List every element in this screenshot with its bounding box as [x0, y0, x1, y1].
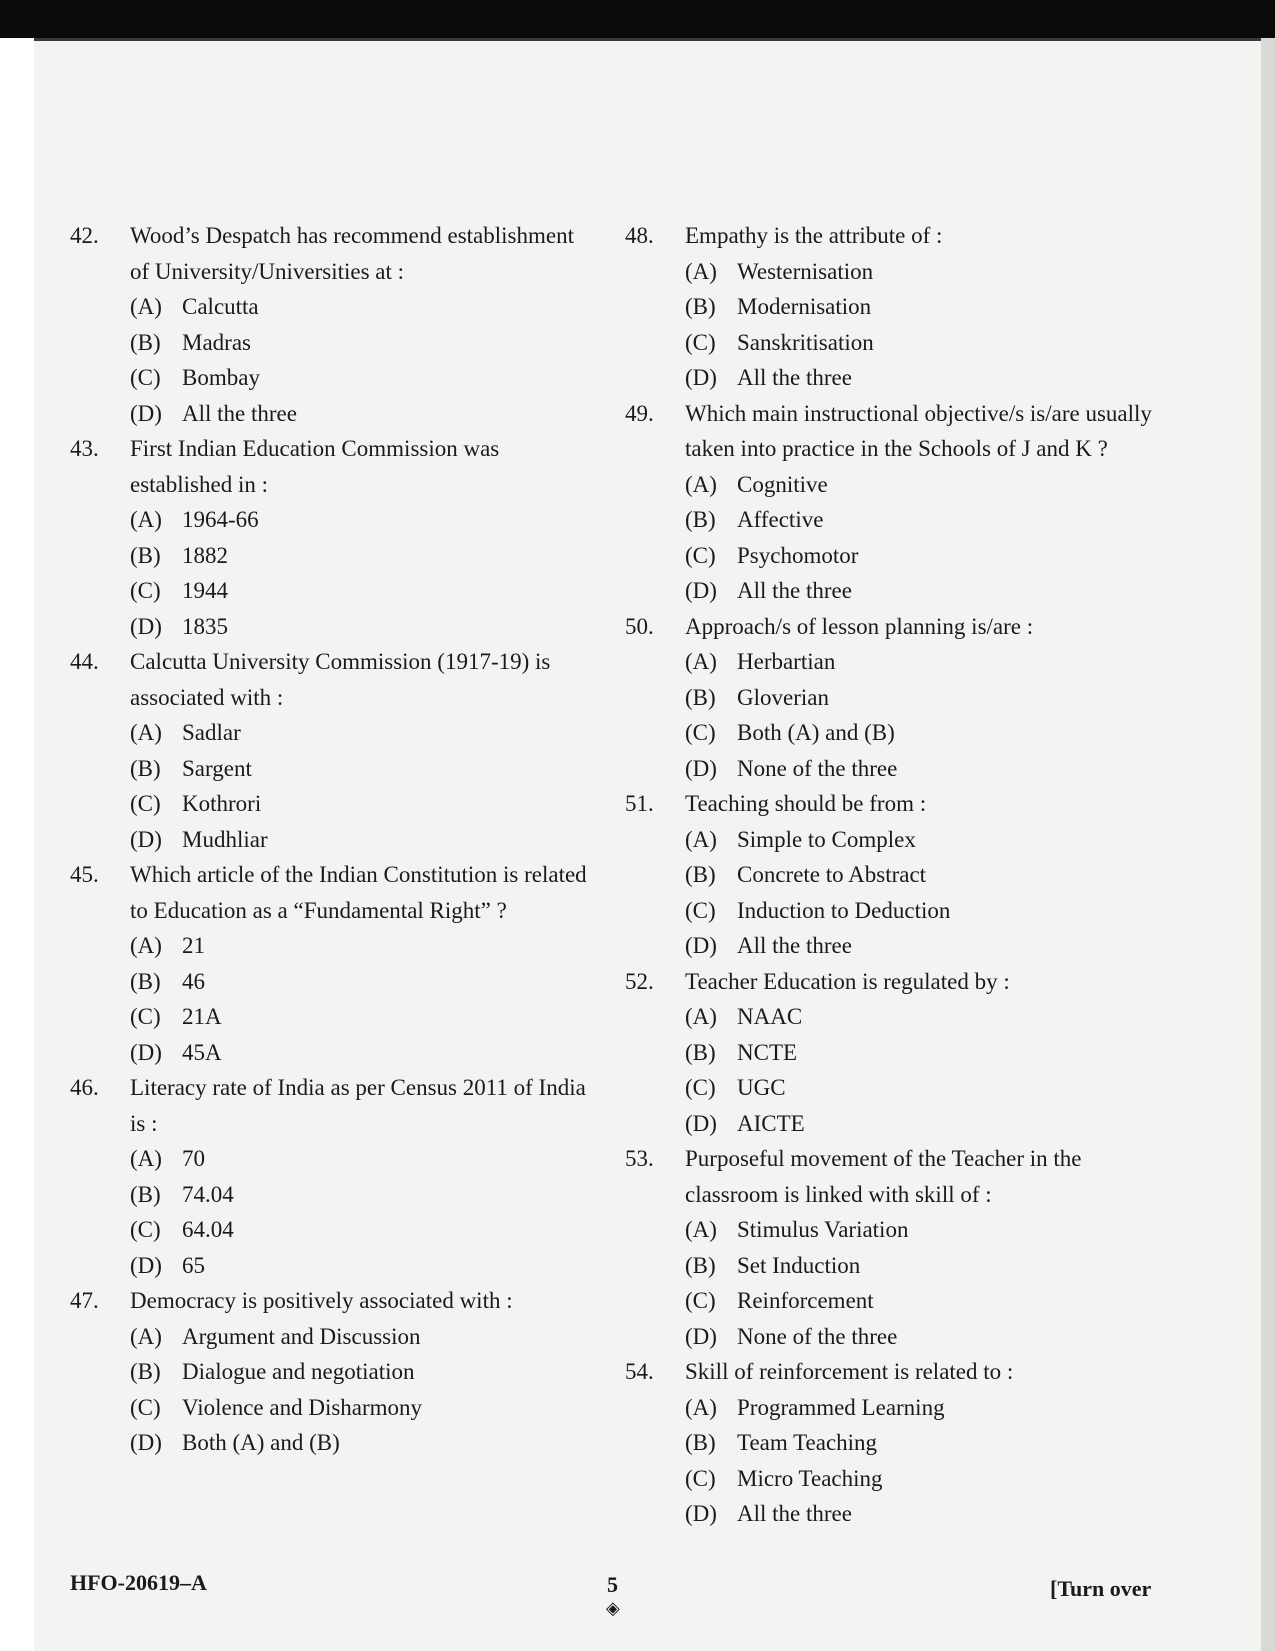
option-item	[130, 822, 590, 858]
question-text: Teacher Education is regulated by :	[685, 968, 1010, 994]
option-label: (B)	[685, 1252, 716, 1278]
option-item	[685, 1461, 1165, 1497]
option-label: (C)	[130, 791, 161, 816]
option-text: NAAC	[737, 1004, 803, 1029]
option-text: Herbartian	[737, 649, 836, 674]
option-item	[130, 999, 590, 1035]
question-block	[625, 1141, 1165, 1354]
option-label: (D)	[685, 755, 717, 781]
question-number: 42.	[70, 223, 99, 248]
option-item	[685, 1496, 1165, 1532]
turn-over-label: [Turn over	[1050, 1576, 1152, 1601]
option-label: (D)	[130, 1430, 162, 1455]
option-text: 45A	[182, 1039, 222, 1065]
option-item	[685, 573, 1165, 609]
option-text: Both (A) and (B)	[737, 720, 895, 745]
question-text: Skill of reinforcement is related to :	[685, 1359, 1014, 1384]
option-label: (C)	[130, 1217, 161, 1242]
option-item	[685, 502, 1165, 538]
option-text: Calcutta	[182, 294, 259, 319]
question-number: 43.	[70, 436, 99, 461]
option-label: (B)	[685, 507, 716, 532]
option-label: (A)	[685, 1217, 717, 1242]
option-label: (D)	[130, 400, 162, 426]
option-item	[685, 893, 1165, 929]
option-label: (C)	[685, 329, 716, 355]
option-text: 1964-66	[182, 507, 259, 532]
question-text: Which article of the Indian Constitution is related to Education as a “Fundamental Right” ?	[130, 862, 587, 923]
question-text: Purposeful movement of the Teacher in the classroom is linked with skill of :	[685, 1146, 1082, 1207]
option-label: (A)	[130, 1323, 162, 1349]
option-text: Madras	[182, 329, 251, 355]
page-number: 5	[607, 1572, 618, 1597]
question-block	[625, 396, 1165, 609]
option-text: Psychomotor	[737, 542, 859, 568]
question-text: Literacy rate of India as per Census 2011 of India is :	[130, 1075, 586, 1136]
option-text: Reinforcement	[737, 1288, 874, 1313]
option-label: (D)	[130, 1039, 162, 1065]
option-label: (D)	[685, 933, 717, 958]
option-list	[685, 254, 1165, 396]
option-list	[685, 1390, 1165, 1532]
option-text: Set Induction	[737, 1252, 861, 1278]
option-label: (A)	[130, 294, 162, 319]
option-item	[685, 644, 1165, 680]
option-label: (D)	[130, 1252, 162, 1278]
option-list	[130, 502, 590, 644]
option-label: (A)	[685, 649, 717, 674]
option-item	[130, 325, 590, 361]
option-label: (D)	[685, 1501, 717, 1526]
question-text: Wood’s Despatch has recommend establishment of University/Universities at :	[130, 223, 574, 284]
option-text: All the three	[737, 1501, 852, 1526]
option-text: 21A	[182, 1004, 222, 1029]
option-list	[130, 928, 590, 1070]
option-label: (B)	[130, 968, 161, 994]
option-text: Induction to Deduction	[737, 897, 951, 923]
option-label: (C)	[130, 578, 161, 603]
diamond-icon: ◈	[606, 1598, 620, 1618]
option-label: (C)	[130, 365, 161, 390]
option-item	[130, 1035, 590, 1071]
option-text: None of the three	[737, 755, 898, 781]
option-item	[130, 289, 590, 325]
question-block	[625, 1354, 1165, 1532]
option-item	[130, 1390, 590, 1426]
option-item	[685, 1035, 1165, 1071]
option-label: (D)	[130, 613, 162, 639]
option-text: Gloverian	[737, 684, 829, 710]
option-label: (B)	[130, 755, 161, 781]
option-text: Sanskritisation	[737, 329, 874, 355]
option-text: 46	[182, 968, 205, 994]
option-item	[130, 1177, 590, 1213]
option-list	[685, 467, 1165, 609]
option-label: (B)	[685, 862, 716, 887]
option-text: All the three	[737, 933, 852, 958]
option-text: Sadlar	[182, 720, 241, 745]
question-text: First Indian Education Commission was established in :	[130, 436, 500, 497]
paper-code: HFO-20619–A	[70, 1570, 207, 1595]
option-label: (A)	[685, 826, 717, 852]
option-item	[130, 964, 590, 1000]
option-text: 21	[182, 933, 205, 958]
option-label: (B)	[130, 1359, 161, 1384]
option-text: 64.04	[182, 1217, 234, 1242]
option-label: (D)	[685, 578, 717, 603]
option-label: (C)	[685, 1288, 716, 1313]
option-label: (C)	[685, 720, 716, 745]
option-item	[685, 360, 1165, 396]
option-text: Cognitive	[737, 471, 828, 497]
option-label: (A)	[685, 258, 717, 284]
option-text: Violence and Disharmony	[182, 1394, 423, 1420]
option-text: Concrete to Abstract	[737, 862, 927, 887]
option-label: (A)	[685, 471, 717, 497]
option-item	[130, 502, 590, 538]
option-text: 65	[182, 1252, 205, 1278]
option-label: (D)	[685, 1323, 717, 1349]
option-list	[130, 1319, 590, 1461]
option-text: Kothrori	[182, 791, 262, 816]
option-label: (C)	[685, 897, 716, 923]
option-label: (C)	[685, 542, 716, 568]
question-block	[625, 786, 1165, 964]
question-number: 47.	[70, 1288, 99, 1313]
question-number: 49.	[625, 400, 654, 426]
question-block	[70, 857, 590, 1070]
option-item	[685, 857, 1165, 893]
option-text: NCTE	[737, 1039, 798, 1065]
option-item	[685, 289, 1165, 325]
option-text: Stimulus Variation	[737, 1217, 909, 1242]
option-item	[685, 254, 1165, 290]
option-list	[130, 715, 590, 857]
option-label: (D)	[685, 1110, 717, 1136]
option-text: Team Teaching	[737, 1430, 878, 1455]
option-item	[130, 1319, 590, 1355]
option-label: (C)	[685, 1075, 716, 1100]
option-text: All the three	[737, 578, 852, 603]
question-block	[625, 609, 1165, 787]
option-item	[685, 1390, 1165, 1426]
question-text: Which main instructional objective/s is/are usually taken into practice in the Schools of J and K ?	[685, 400, 1152, 461]
page-edge	[1261, 38, 1275, 1651]
option-label: (A)	[130, 1146, 162, 1171]
option-item	[685, 751, 1165, 787]
option-item	[685, 538, 1165, 574]
option-label: (C)	[130, 1004, 161, 1029]
option-item	[685, 1106, 1165, 1142]
question-text: Calcutta University Commission (1917-19) is associated with :	[130, 649, 551, 710]
option-label: (A)	[130, 507, 162, 532]
option-item	[130, 928, 590, 964]
question-block	[70, 431, 590, 644]
option-item	[685, 1283, 1165, 1319]
option-item	[685, 1070, 1165, 1106]
option-label: (D)	[685, 365, 717, 390]
option-item	[130, 609, 590, 645]
option-list	[130, 289, 590, 431]
question-number: 45.	[70, 862, 99, 887]
option-label: (B)	[685, 684, 716, 710]
option-text: Both (A) and (B)	[182, 1430, 340, 1455]
option-label: (A)	[130, 720, 162, 745]
option-text: Westernisation	[737, 258, 874, 284]
question-number: 51.	[625, 791, 654, 816]
option-text: 1944	[182, 578, 228, 603]
option-item	[130, 360, 590, 396]
option-list	[685, 822, 1165, 964]
question-block	[625, 964, 1165, 1142]
option-text: 74.04	[182, 1181, 234, 1207]
question-block	[625, 218, 1165, 396]
option-item	[130, 1212, 590, 1248]
option-list	[685, 1212, 1165, 1354]
option-text: 1835	[182, 613, 228, 639]
option-item	[685, 715, 1165, 751]
option-label: (C)	[130, 1394, 161, 1420]
option-label: (B)	[685, 1039, 716, 1065]
question-number: 48.	[625, 223, 654, 248]
option-item	[685, 467, 1165, 503]
option-item	[130, 538, 590, 574]
question-number: 52.	[625, 968, 654, 994]
option-item	[130, 786, 590, 822]
option-text: 70	[182, 1146, 205, 1171]
option-item	[685, 928, 1165, 964]
option-text: 1882	[182, 542, 228, 568]
option-label: (B)	[130, 1181, 161, 1207]
option-label: (B)	[130, 542, 161, 568]
option-text: Dialogue and negotiation	[182, 1359, 415, 1384]
option-item	[130, 1141, 590, 1177]
option-label: (B)	[130, 329, 161, 355]
question-number: 50.	[625, 613, 654, 639]
option-text: Bombay	[182, 365, 260, 390]
question-number: 46.	[70, 1075, 99, 1100]
question-block	[70, 1283, 590, 1461]
question-text: Empathy is the attribute of :	[685, 223, 943, 248]
option-item	[130, 1425, 590, 1461]
option-item	[685, 999, 1165, 1035]
option-text: Simple to Complex	[737, 826, 916, 852]
option-text: Modernisation	[737, 294, 872, 319]
option-item	[685, 1425, 1165, 1461]
option-text: Argument and Discussion	[182, 1323, 421, 1349]
option-text: UGC	[737, 1075, 786, 1100]
option-label: (D)	[130, 826, 162, 852]
option-text: Programmed Learning	[737, 1394, 945, 1420]
right-column	[625, 218, 1165, 1532]
question-block	[70, 644, 590, 857]
option-label: (C)	[685, 1465, 716, 1491]
option-item	[130, 715, 590, 751]
option-list	[685, 644, 1165, 786]
left-column	[70, 218, 590, 1461]
option-item	[685, 680, 1165, 716]
option-text: Sargent	[182, 755, 252, 781]
option-text: None of the three	[737, 1323, 898, 1349]
option-item	[130, 396, 590, 432]
option-item	[685, 325, 1165, 361]
option-text: All the three	[182, 400, 297, 426]
option-label: (A)	[685, 1394, 717, 1420]
question-text: Democracy is positively associated with :	[130, 1288, 513, 1313]
question-block	[70, 218, 590, 431]
option-item	[130, 1354, 590, 1390]
question-number: 53.	[625, 1146, 654, 1171]
option-label: (A)	[685, 1004, 717, 1029]
option-item	[130, 573, 590, 609]
option-item	[685, 822, 1165, 858]
option-item	[685, 1319, 1165, 1355]
option-label: (B)	[685, 1430, 716, 1455]
question-number: 44.	[70, 649, 99, 674]
option-text: Micro Teaching	[737, 1465, 883, 1491]
option-text: Mudhliar	[182, 826, 268, 852]
option-label: (A)	[130, 933, 162, 958]
option-list	[130, 1141, 590, 1283]
option-list	[685, 999, 1165, 1141]
option-text: All the three	[737, 365, 852, 390]
option-item	[685, 1212, 1165, 1248]
option-label: (B)	[685, 294, 716, 319]
option-text: AICTE	[737, 1110, 805, 1136]
question-text: Approach/s of lesson planning is/are :	[685, 613, 1034, 639]
question-number: 54.	[625, 1359, 654, 1384]
option-text: Affective	[737, 507, 824, 532]
question-text: Teaching should be from :	[685, 791, 927, 816]
scan-top-border	[0, 0, 1275, 38]
option-item	[130, 751, 590, 787]
question-block	[70, 1070, 590, 1283]
option-item	[130, 1248, 590, 1284]
option-item	[685, 1248, 1165, 1284]
